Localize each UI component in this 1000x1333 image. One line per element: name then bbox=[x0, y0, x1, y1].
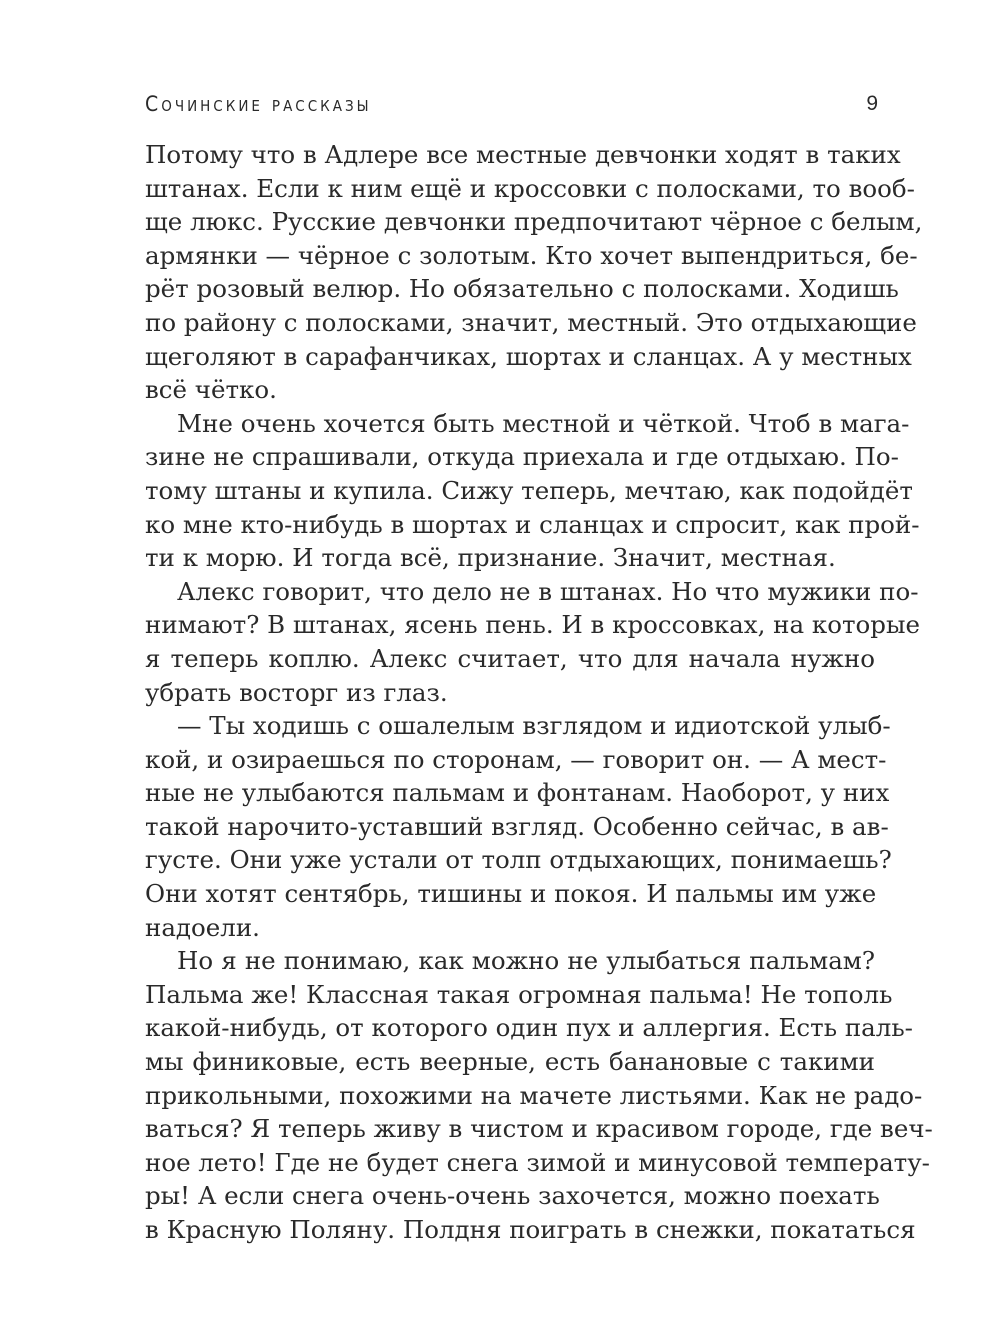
paragraph bbox=[145, 575, 920, 709]
text-line: ры! А если снега очень-очень захочется, можно поехать bbox=[145, 1181, 880, 1211]
running-title: Сочинские рассказы bbox=[145, 92, 372, 116]
text-line: тому штаны и купила. Сижу теперь, мечтаю, как подойдёт bbox=[145, 475, 913, 505]
text-line: ти к морю. И тогда всё, признание. Значит, местная. bbox=[145, 543, 836, 573]
text-line: мы финиковые, есть веерные, есть банановые с такими bbox=[145, 1047, 875, 1077]
text-line: ще люкс. Русские девчонки предпочитают чёрное с белым, bbox=[145, 207, 923, 237]
paragraph bbox=[145, 407, 920, 575]
text-line: какой-нибудь, от которого один пух и аллергия. Есть паль- bbox=[145, 1013, 913, 1043]
text-line: по району с полосками, значит, местный. Это отдыхающие bbox=[145, 307, 917, 337]
text-line: Пальма же! Классная такая огромная пальма! Не тополь bbox=[145, 979, 893, 1009]
text-line: ное лето! Где не будет снега зимой и минусовой температу- bbox=[145, 1147, 930, 1177]
page-number: 9 bbox=[866, 92, 878, 115]
text-line: штанах. Если к ним ещё и кроссовки с полосками, то вооб- bbox=[145, 173, 915, 203]
text-line: Они хотят сентябрь, тишины и покоя. И пальмы им уже bbox=[145, 879, 877, 909]
paragraph bbox=[145, 709, 892, 944]
text-line: зине не спрашивали, откуда приехала и где отдыхаю. По- bbox=[145, 442, 899, 472]
text-line: нимают? В штанах, ясень пень. И в кроссовках, на которые bbox=[145, 610, 920, 640]
text-line: Но я не понимаю, как можно не улыбаться пальмам? bbox=[177, 946, 875, 976]
text-line: прикольными, похожими на мачете листьями. Как не радо- bbox=[145, 1080, 923, 1110]
text-line: Мне очень хочется быть местной и чёткой. Чтоб в мага- bbox=[177, 408, 910, 438]
text-line: Потому что в Адлере все местные девчонки ходят в таких bbox=[145, 140, 901, 169]
body-text bbox=[145, 138, 933, 1247]
text-line: надоели. bbox=[145, 912, 260, 942]
text-line: я теперь коплю. Алекс считает, что для начала нужно bbox=[145, 643, 875, 673]
text-line: такой нарочито-уставший взгляд. Особенно сейчас, в ав- bbox=[145, 811, 889, 841]
text-line: кой, и озираешься по сторонам, — говорит он. — А мест- bbox=[145, 744, 887, 774]
text-line: убрать восторг из глаз. bbox=[145, 677, 448, 707]
text-line: Алекс говорит, что дело не в штанах. Но что мужики по- bbox=[177, 576, 919, 606]
text-line: густе. Они уже устали от толп отдыхающих, понимаешь? bbox=[145, 845, 892, 875]
text-line: — Ты ходишь с ошалелым взглядом и идиотской улыб- bbox=[177, 711, 891, 741]
text-line: армянки — чёрное с золотым. Кто хочет выпендриться, бе- bbox=[145, 240, 918, 270]
paragraph bbox=[145, 944, 933, 1246]
text-line: рёт розовый велюр. Но обязательно с полосками. Ходишь bbox=[145, 274, 899, 304]
text-line: ные не улыбаются пальмам и фонтанам. Наоборот, у них bbox=[145, 778, 890, 808]
text-line: ваться? Я теперь живу в чистом и красивом городе, где веч- bbox=[145, 1114, 933, 1144]
text-line: всё чётко. bbox=[145, 375, 277, 405]
text-line: щеголяют в сарафанчиках, шортах и сланцах. А у местных bbox=[145, 341, 912, 371]
text-line: ко мне кто-нибудь в шортах и сланцах и спросит, как прой- bbox=[145, 509, 920, 539]
text-line: в Красную Поляну. Полдня поиграть в снежки, покататься bbox=[145, 1215, 916, 1244]
paragraph bbox=[145, 138, 923, 407]
